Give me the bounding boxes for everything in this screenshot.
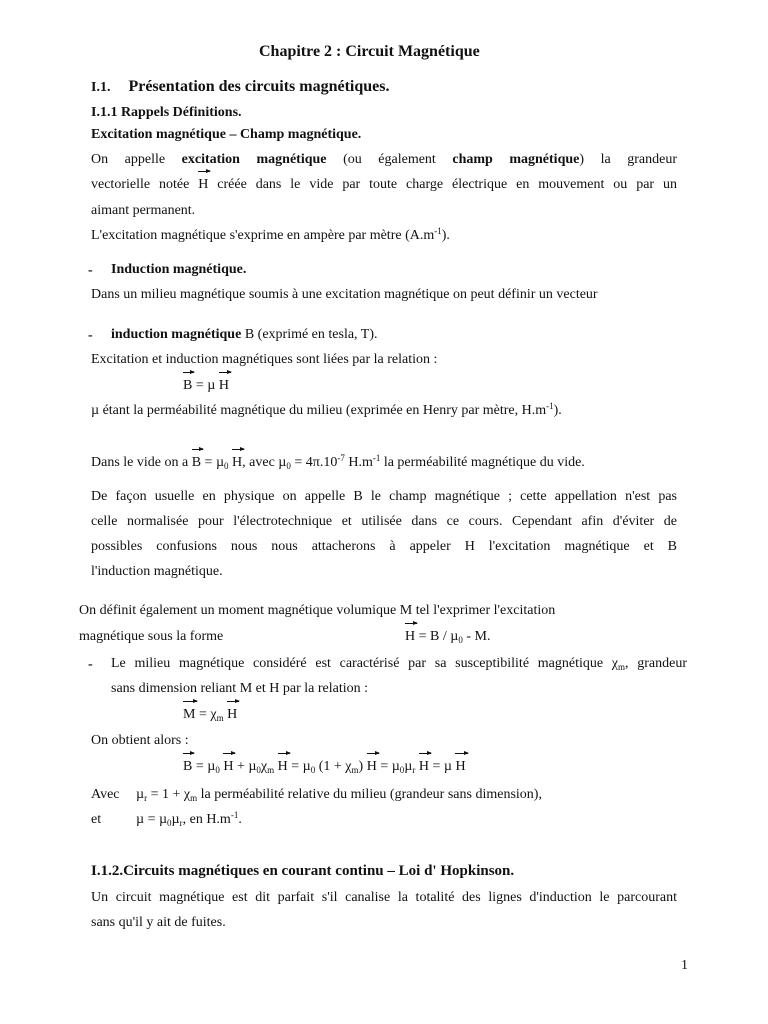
chapter-title: Chapitre 2 : Circuit Magnétique <box>259 43 480 60</box>
paragraph-line: On définit également un moment magnétique volumique M tel l'exprimer l'excitation <box>79 603 556 618</box>
paragraph-line <box>136 786 542 804</box>
vector-symbol: H <box>405 629 416 644</box>
vector-symbol: B <box>191 455 202 470</box>
subscript: 0 <box>286 461 291 471</box>
text: = χ <box>195 707 217 722</box>
superscript: -7 <box>337 453 345 463</box>
subscript: 0 <box>399 765 405 775</box>
vector-symbol: H <box>218 378 229 393</box>
text: la perméabilité relative du milieu (grandeur sans dimension), <box>197 787 542 802</box>
paragraph-line: Excitation et induction magnétiques sont liées par la relation : <box>91 352 438 367</box>
text: = µ <box>201 455 225 470</box>
text: la perméabilité magnétique du vide. <box>380 455 585 470</box>
paragraph-line: l'induction magnétique. <box>91 564 223 579</box>
paragraph-line: possibles confusions nous nous attacherons à appeler H l'excitation magnétique et B <box>91 539 677 554</box>
text: On appelle <box>91 152 182 167</box>
section-title: Présentation des circuits magnétiques. <box>128 78 390 95</box>
text: , avec µ <box>242 455 287 470</box>
equation-h <box>405 628 490 646</box>
paragraph-line: sans dimension reliant M et H par la relation : <box>111 681 368 696</box>
text: créée dans le vide par toute charge électrique en mouvement ou par un <box>208 177 677 192</box>
text: L'excitation magnétique s'exprime en ampère par mètre (A.m <box>91 228 435 243</box>
text: µ <box>404 759 413 774</box>
paragraph-line <box>91 227 450 245</box>
paragraph-line: De façon usuelle en physique on appelle B le champ magnétique ; cette appellation n'est pas <box>91 489 677 504</box>
subscript: 0 <box>224 461 229 471</box>
paragraph-line: Un circuit magnétique est dit parfait s'il canalise la totalité des lignes d'induction le parcourant <box>91 890 677 905</box>
subscript: m <box>267 765 275 775</box>
subscript: m <box>351 765 359 775</box>
paragraph-line <box>91 176 677 194</box>
superscript: -1 <box>230 810 239 820</box>
bold-term: champ magnétique <box>452 152 580 167</box>
subscript: 0 <box>215 765 220 775</box>
bullet-dash: - <box>88 657 93 672</box>
text: B (exprimé en tesla, T). <box>241 327 378 342</box>
text: = 1 + χ <box>147 787 191 802</box>
text: = B / µ <box>415 629 459 644</box>
text: ). <box>553 403 562 418</box>
superscript: -1 <box>546 401 554 411</box>
vector-symbol: H <box>198 177 209 192</box>
vector-symbol: H <box>366 759 377 774</box>
paragraph-line: On obtient alors : <box>91 733 189 748</box>
vector-symbol: H <box>277 759 288 774</box>
text: - M. <box>462 629 491 644</box>
subscript: m <box>216 713 224 723</box>
paragraph-line <box>91 402 562 420</box>
text: (ou également <box>326 152 453 167</box>
text: ). <box>441 228 450 243</box>
text: vectorielle notée <box>91 177 199 192</box>
text: µ <box>171 812 180 827</box>
paragraph-line: celle normalisée pour l'électrotechnique et utilisée dans ce cours. Cependant afin d'éviter de <box>91 514 677 529</box>
text: χ <box>260 759 268 774</box>
text: H.m <box>344 455 373 470</box>
text: µ <box>136 787 145 802</box>
bullet-dash: - <box>88 263 93 278</box>
page-number: 1 <box>681 958 688 973</box>
vector-symbol: H <box>223 759 234 774</box>
subscript: 0 <box>458 635 463 645</box>
paragraph-line <box>91 454 585 472</box>
text: , grandeur <box>625 656 687 671</box>
subscript: m <box>618 662 626 672</box>
paragraph-line: Dans un milieu magnétique soumis à une excitation magnétique on peut définir un vecteur <box>91 287 598 302</box>
text: . <box>238 812 242 827</box>
bullet-dash: - <box>88 328 93 343</box>
subscript: 0 <box>167 818 172 828</box>
text: = µ <box>192 759 216 774</box>
vector-symbol: H <box>455 759 466 774</box>
et-label: et <box>91 812 102 827</box>
vector-symbol: B <box>183 759 193 774</box>
equation-b-mu-h <box>183 377 229 395</box>
text: Dans le vide on a <box>91 455 192 470</box>
text: = 4π.10 <box>290 455 338 470</box>
text: µ étant la perméabilité magnétique du milieu (exprimée en Henry par mètre, H.m <box>91 403 547 418</box>
paragraph-line: aimant permanent. <box>91 203 196 218</box>
paragraph-line <box>91 151 677 169</box>
subscript: r <box>179 818 183 828</box>
subscript: 0 <box>256 765 261 775</box>
superscript: -1 <box>372 453 381 463</box>
paragraph-line <box>111 326 378 344</box>
vector-symbol: H <box>418 759 429 774</box>
text: µ = µ <box>136 812 168 827</box>
vector-symbol: H <box>227 707 238 722</box>
subscript: r <box>144 793 148 803</box>
paragraph-line <box>136 811 242 829</box>
text: = µ <box>287 759 311 774</box>
excitation-heading: Excitation magnétique – Champ magnétique. <box>91 127 362 142</box>
vector-symbol: H <box>232 455 243 470</box>
vector-symbol: M <box>183 707 196 722</box>
bold-term: excitation magnétique <box>181 152 327 167</box>
text: (1 + χ <box>315 759 352 774</box>
superscript: -1 <box>434 226 442 236</box>
text: = µ <box>192 378 219 393</box>
text: ) la grandeur <box>579 152 677 167</box>
induction-heading: Induction magnétique. <box>111 262 247 277</box>
equation-b-expansion <box>183 758 466 776</box>
section-number: I.1. <box>91 80 111 95</box>
text: + µ <box>233 759 257 774</box>
avec-label: Avec <box>91 787 120 802</box>
subscript: 0 <box>310 765 316 775</box>
paragraph-line: sans qu'il y ait de fuites. <box>91 915 226 930</box>
equation-m-chi-h <box>183 706 237 724</box>
subscript: r <box>412 765 416 775</box>
text: Le milieu magnétique considéré est caractérisé par sa susceptibilité magnétique χ <box>111 656 618 671</box>
bold-term: induction magnétique <box>111 327 242 342</box>
text: = µ <box>376 759 400 774</box>
paragraph-line <box>111 655 687 673</box>
text: = µ <box>429 759 456 774</box>
paragraph-line: magnétique sous la forme <box>79 629 224 644</box>
subsection-heading-i12: I.1.2.Circuits magnétiques en courant continu – Loi d' Hopkinson. <box>91 863 515 879</box>
text: , en H.m <box>182 812 231 827</box>
subsection-heading-i11: I.1.1 Rappels Définitions. <box>91 105 242 120</box>
text: ) <box>358 759 367 774</box>
vector-symbol: B <box>183 378 193 393</box>
subscript: m <box>190 793 198 803</box>
section-heading-i1 <box>91 78 389 97</box>
